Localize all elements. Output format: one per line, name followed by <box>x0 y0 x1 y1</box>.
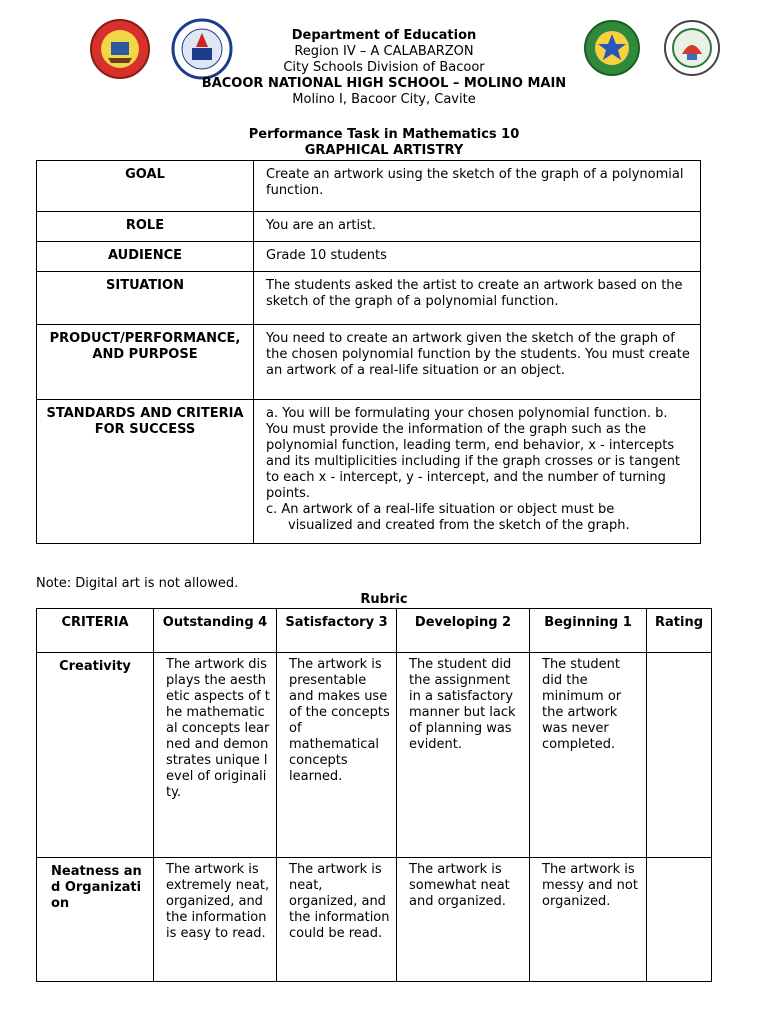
product-text: You need to create an artwork given the sketch of the graph of the chosen polynomial function by the students. You must create an artwork of a real-life situation or an object. <box>254 325 701 400</box>
table-row <box>37 272 701 325</box>
rubric-satisfactory-cell: The artwork is presentable and makes use of the concepts of mathematical concepts learned. <box>277 653 397 858</box>
rubric-header-satisfactory: Satisfactory 3 <box>277 609 397 653</box>
situation-text: The students asked the artist to create an artwork based on the sketch of the graph of a polynomial function. <box>254 272 701 325</box>
table-row <box>37 325 701 400</box>
note-text: Note: Digital art is not allowed. <box>36 576 239 591</box>
rubric-outstanding-cell: The artwork displays the aesthetic aspects of the mathematical concepts learned and demonstrates unique level of originality. <box>154 653 277 858</box>
rubric-header-criteria: CRITERIA <box>37 609 154 653</box>
rubric-title: Rubric <box>360 592 408 607</box>
rubric-outstanding-cell: The artwork is extremely neat, organized, and the information is easy to read. <box>154 858 277 982</box>
rubric-beginning-cell: The artwork is messy and not organized. <box>530 858 647 982</box>
rubric-criteria-cell: Creativity <box>37 653 154 858</box>
table-row <box>37 161 701 212</box>
school-address: Molino I, Bacoor City, Cavite <box>292 92 476 107</box>
table-row <box>37 858 712 982</box>
task-title-line2: GRAPHICAL ARTISTRY <box>304 143 464 158</box>
standards-text-a: a. You will be formulating your chosen polynomial function. b. You must provide the information of the graph such as the polynomial function, leading term, end behavior, x - intercepts and its multiplicities including if the graph crosses or is tangent to each x - intercept, y - intercept, and the number of turning points. <box>266 406 681 501</box>
table-row <box>37 609 712 653</box>
rubric-table <box>36 608 712 982</box>
audience-text: Grade 10 students <box>254 242 701 272</box>
standards-text <box>254 400 701 544</box>
rubric-header-developing: Developing 2 <box>397 609 530 653</box>
goal-label: GOAL <box>37 161 254 212</box>
rubric-header-outstanding: Outstanding 4 <box>154 609 277 653</box>
region-name: Region IV – A CALABARZON <box>294 44 474 59</box>
table-row <box>37 212 701 242</box>
product-label: PRODUCT/PERFORMANCE, AND PURPOSE <box>37 325 254 400</box>
audience-label: AUDIENCE <box>37 242 254 272</box>
rubric-header-rating: Rating <box>647 609 712 653</box>
standards-text-c: c. An artwork of a real-life situation or object must be <box>266 502 615 517</box>
school-name: BACOOR NATIONAL HIGH SCHOOL – MOLINO MAIN <box>201 76 567 91</box>
rubric-developing-cell: The artwork is somewhat neat and organized. <box>397 858 530 982</box>
role-label: ROLE <box>37 212 254 242</box>
rubric-rating-cell[interactable] <box>647 653 712 858</box>
rubric-satisfactory-cell: The artwork is neat, organized, and the information could be read. <box>277 858 397 982</box>
standards-label: STANDARDS AND CRITERIA FOR SUCCESS <box>37 400 254 544</box>
department-name: Department of Education <box>291 28 477 43</box>
task-title <box>0 127 768 159</box>
rubric-header-beginning: Beginning 1 <box>530 609 647 653</box>
rubric-rating-cell[interactable] <box>647 858 712 982</box>
division-name: City Schools Division of Bacoor <box>283 60 485 75</box>
letterhead <box>0 28 768 108</box>
role-text: You are an artist. <box>254 212 701 242</box>
rubric-criteria-cell: Neatness and Organization <box>37 858 154 982</box>
standards-text-c2: visualized and created from the sketch of the graph. <box>288 518 630 533</box>
table-row <box>37 653 712 858</box>
rubric-developing-cell: The student did the assignment in a satisfactory manner but lack of planning was evident. <box>397 653 530 858</box>
goal-text: Create an artwork using the sketch of the graph of a polynomial function. <box>254 161 701 212</box>
task-title-line1: Performance Task in Mathematics 10 <box>248 127 520 142</box>
rubric-beginning-cell: The student did the minimum or the artwork was never completed. <box>530 653 647 858</box>
grasps-table <box>36 160 701 544</box>
situation-label: SITUATION <box>37 272 254 325</box>
table-row <box>37 242 701 272</box>
table-row <box>37 400 701 544</box>
